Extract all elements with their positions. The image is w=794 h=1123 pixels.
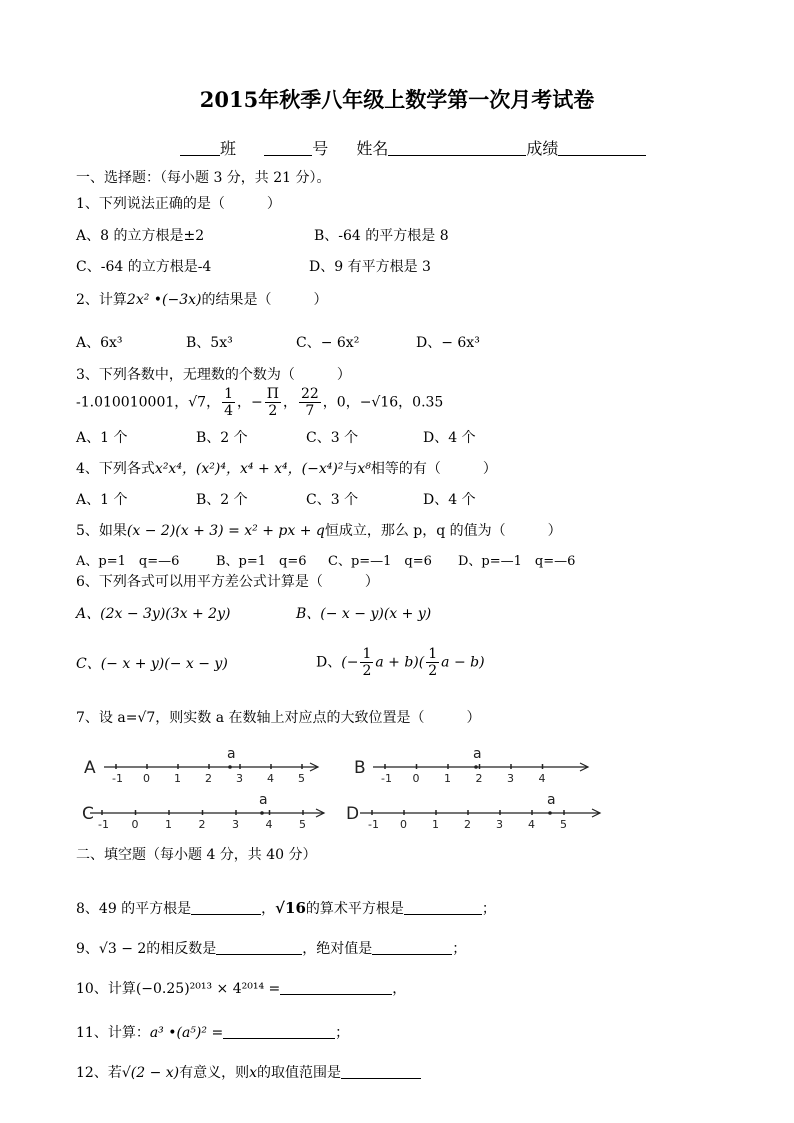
number-line-point-a bbox=[474, 765, 478, 769]
q8-answer-blank-1[interactable] bbox=[191, 898, 261, 915]
q9-mid2: ，绝对值是 bbox=[302, 941, 373, 957]
q11-answer-blank[interactable] bbox=[223, 1022, 335, 1039]
q4-expressions: x²x⁴，(x²)⁴，x⁴ + x⁴，(−x⁴)² bbox=[154, 461, 344, 477]
q3-sqrt7: √7， bbox=[188, 394, 221, 411]
frac-denominator: 2 bbox=[428, 663, 438, 679]
q5-option-c: C、p=—1 q=6 bbox=[328, 554, 432, 569]
frac-numerator: 1 bbox=[224, 386, 234, 402]
q6-d-part: a + b)( bbox=[375, 654, 425, 671]
frac-numerator: 1 bbox=[362, 646, 372, 662]
q11-expression: a³ •(a⁵)² = bbox=[149, 1025, 224, 1041]
q6-d-part: a − b) bbox=[441, 654, 485, 671]
q3-stem: 3、下列各数中，无理数的个数为（ ） bbox=[76, 367, 351, 383]
q4-stem-post: 相等的有（ ） bbox=[370, 461, 497, 477]
q10 bbox=[76, 978, 406, 999]
q7-stem: 7、设 a=√7，则实数 a 在数轴上对应点的大致位置是（ ） bbox=[76, 710, 481, 726]
q6-option-a: A、(2x − 3y)(3x + 2y) bbox=[76, 606, 231, 622]
number-line-marker-a: a bbox=[547, 792, 556, 808]
number-line-tick-label: 0 bbox=[143, 772, 150, 785]
q6-d-label: D、 bbox=[316, 654, 342, 671]
q8 bbox=[76, 898, 496, 919]
q3-fraction-22-7 bbox=[299, 386, 321, 419]
q12 bbox=[76, 1062, 421, 1083]
q3-fraction-pi-2 bbox=[265, 386, 281, 419]
student-info-line bbox=[180, 136, 646, 159]
number-line-point-a bbox=[548, 811, 552, 815]
number-line-label: D bbox=[346, 804, 360, 824]
number-line-label: B bbox=[354, 758, 366, 778]
number-line-point-a bbox=[228, 765, 232, 769]
q12-x: x bbox=[249, 1065, 258, 1081]
q4-option-a: A、1 个 bbox=[76, 492, 128, 508]
q3-list-part: ， bbox=[282, 394, 297, 411]
q10-answer-blank[interactable] bbox=[280, 978, 392, 995]
q3-option-c: C、3 个 bbox=[306, 430, 359, 446]
q12-expression: √(2 − x) bbox=[121, 1065, 180, 1081]
name-blank[interactable] bbox=[388, 139, 526, 156]
q12-pre: 12、若 bbox=[76, 1065, 122, 1081]
q6-option-b: B、(− x − y)(x + y) bbox=[296, 606, 432, 622]
frac-denominator: 4 bbox=[224, 403, 234, 419]
q3-list-part: ，− bbox=[237, 394, 263, 411]
number-line-tick-label: 4 bbox=[528, 818, 535, 831]
q3-option-a: A、1 个 bbox=[76, 430, 128, 446]
section-2-heading: 二、填空题（每小题 4 分，共 40 分） bbox=[76, 847, 317, 863]
q3-list-part: ，0，−√16，0.35 bbox=[322, 394, 444, 411]
number-line-marker-a: a bbox=[473, 746, 482, 762]
number-line-tick-label: 1 bbox=[432, 818, 439, 831]
number-line-tick-label: 1 bbox=[174, 772, 181, 785]
q3-fraction-1-4 bbox=[222, 386, 235, 419]
q5-stem-pre: 5、如果 bbox=[76, 523, 127, 539]
frac-denominator: 2 bbox=[362, 663, 372, 679]
q8-answer-blank-2[interactable] bbox=[404, 898, 482, 915]
q11 bbox=[76, 1022, 349, 1043]
q4-option-b: B、2 个 bbox=[196, 492, 248, 508]
score-blank[interactable] bbox=[558, 139, 646, 156]
number-line-marker-a: a bbox=[259, 792, 268, 808]
q6-d-fraction-2 bbox=[426, 646, 439, 679]
q9-end: ； bbox=[452, 941, 467, 957]
number-line-tick-label: -1 bbox=[98, 818, 109, 831]
q9-mid: 的相反数是 bbox=[146, 941, 217, 957]
q9-expression: √3 − 2 bbox=[98, 941, 147, 957]
frac-numerator: Π bbox=[266, 386, 279, 402]
q1-option-b: B、-64 的平方根是 8 bbox=[314, 228, 449, 244]
q5-stem bbox=[76, 521, 562, 541]
frac-numerator: 22 bbox=[300, 386, 319, 402]
number-line-label: C bbox=[82, 804, 94, 824]
q3-option-b: B、2 个 bbox=[196, 430, 248, 446]
frac-denominator: 7 bbox=[305, 403, 315, 419]
number-line-tick-label: 3 bbox=[496, 818, 503, 831]
q5-option-a: A、p=1 q=—6 bbox=[76, 554, 180, 569]
q1-option-a: A、8 的立方根是±2 bbox=[76, 228, 205, 244]
number-blank[interactable] bbox=[264, 139, 312, 156]
q11-pre: 11、计算： bbox=[76, 1025, 150, 1041]
number-line-tick-label: -1 bbox=[381, 772, 392, 785]
number-line-tick-label: 5 bbox=[560, 818, 567, 831]
number-line-marker-a: a bbox=[227, 746, 236, 762]
page-title: 2015年秋季八年级上数学第一次月考试卷 bbox=[199, 87, 595, 112]
q9-answer-blank-1[interactable] bbox=[216, 938, 302, 955]
q4-option-d: D、4 个 bbox=[423, 492, 476, 508]
number-line-tick-label: 1 bbox=[165, 818, 172, 831]
q9 bbox=[76, 938, 466, 959]
class-label: 班 bbox=[220, 139, 237, 158]
q6-option-d bbox=[316, 646, 485, 679]
q1-stem: 1、下列说法正确的是（ ） bbox=[76, 196, 281, 212]
number-line-tick-label: 2 bbox=[198, 818, 206, 831]
q1-option-d: D、9 有平方根是 3 bbox=[309, 259, 431, 275]
q3-number-list bbox=[76, 386, 443, 419]
number-line-tick-label: 3 bbox=[236, 772, 243, 785]
q2-option-d: D、− 6x³ bbox=[416, 335, 480, 351]
class-blank[interactable] bbox=[180, 139, 220, 156]
number-line-tick-label: 4 bbox=[265, 818, 273, 831]
q2-option-c: C、− 6x² bbox=[296, 335, 360, 351]
number-line-tick-label: 0 bbox=[412, 772, 420, 785]
number-line-tick-label: 0 bbox=[400, 818, 407, 831]
q6-option-c: C、(− x + y)(− x − y) bbox=[76, 656, 228, 672]
number-line-tick-label: 2 bbox=[464, 818, 471, 831]
q4-stem bbox=[76, 459, 497, 479]
number-line-tick-label: 1 bbox=[444, 772, 451, 785]
q9-answer-blank-2[interactable] bbox=[372, 938, 452, 955]
q5-option-d: D、p=—1 q=—6 bbox=[458, 554, 576, 569]
number-line-tick-label: 2 bbox=[475, 772, 483, 785]
number-line-tick-label: 4 bbox=[267, 772, 274, 785]
q2-stem-pre: 2、计算 bbox=[76, 292, 127, 308]
number-line-tick-label: 3 bbox=[507, 772, 514, 785]
name-label: 姓名 bbox=[356, 139, 389, 158]
q4-stem-mid: 与 bbox=[343, 461, 358, 477]
q4-option-c: C、3 个 bbox=[306, 492, 359, 508]
number-line-tick-label: 0 bbox=[131, 818, 139, 831]
q2-expression: 2x² •(−3x) bbox=[126, 292, 202, 308]
q6-d-fraction-1 bbox=[360, 646, 373, 679]
q8-pre: 8、49 的平方根是 bbox=[76, 901, 192, 917]
q7-number-lines bbox=[0, 735, 794, 835]
q10-pre: 10、计算 bbox=[76, 981, 136, 997]
q8-mid: ， bbox=[261, 901, 276, 917]
number-line-tick-label: 3 bbox=[232, 818, 239, 831]
q10-end: ， bbox=[392, 981, 407, 997]
number-line-tick-label: -1 bbox=[368, 818, 379, 831]
q12-answer-blank[interactable] bbox=[341, 1062, 421, 1079]
q12-mid: 有意义，则 bbox=[179, 1065, 250, 1081]
number-line-tick-label: 5 bbox=[298, 772, 305, 785]
q2-stem bbox=[76, 290, 328, 310]
q4-x8: x⁸ bbox=[357, 461, 371, 477]
q10-expression: (−0.25)²⁰¹³ × 4²⁰¹⁴ = bbox=[135, 981, 281, 997]
q5-stem-post: 恒成立，那么 p，q 的值为（ ） bbox=[324, 523, 562, 539]
q5-option-b: B、p=1 q=6 bbox=[216, 554, 307, 569]
q12-end: 的取值范围是 bbox=[257, 1065, 342, 1081]
number-line-tick-label: 5 bbox=[299, 818, 306, 831]
q2-option-b: B、5x³ bbox=[186, 335, 233, 351]
number-line-point-a bbox=[260, 811, 264, 815]
q2-option-a: A、6x³ bbox=[76, 335, 123, 351]
frac-numerator: 1 bbox=[428, 646, 438, 662]
q6-stem: 6、下列各式可以用平方差公式计算是（ ） bbox=[76, 574, 379, 590]
number-label: 号 bbox=[312, 139, 329, 158]
q1-option-c: C、-64 的立方根是-4 bbox=[76, 259, 212, 275]
score-label: 成绩 bbox=[526, 139, 559, 158]
q4-stem-pre: 4、下列各式 bbox=[76, 461, 155, 477]
number-line-tick-label: -1 bbox=[112, 772, 123, 785]
q11-end: ； bbox=[335, 1025, 350, 1041]
number-line-tick-label: 2 bbox=[205, 772, 212, 785]
q3-option-d: D、4 个 bbox=[423, 430, 476, 446]
q3-list-part: -1.010010001， bbox=[76, 394, 189, 411]
q6-d-part: (− bbox=[341, 654, 359, 671]
frac-denominator: 2 bbox=[268, 403, 278, 419]
q8-sqrt16: √16 bbox=[275, 899, 306, 917]
section-1-heading: 一、选择题：（每小题 3 分，共 21 分）。 bbox=[76, 170, 331, 186]
q5-expression: (x − 2)(x + 3) = x² + px + q bbox=[126, 523, 325, 539]
q9-pre: 9、 bbox=[76, 941, 99, 957]
q8-end: ； bbox=[481, 901, 496, 917]
number-line-tick-label: 4 bbox=[538, 772, 546, 785]
number-line-label: A bbox=[84, 758, 96, 778]
q2-stem-post: 的结果是（ ） bbox=[201, 292, 328, 308]
q8-mid2: 的算术平方根是 bbox=[305, 901, 404, 917]
